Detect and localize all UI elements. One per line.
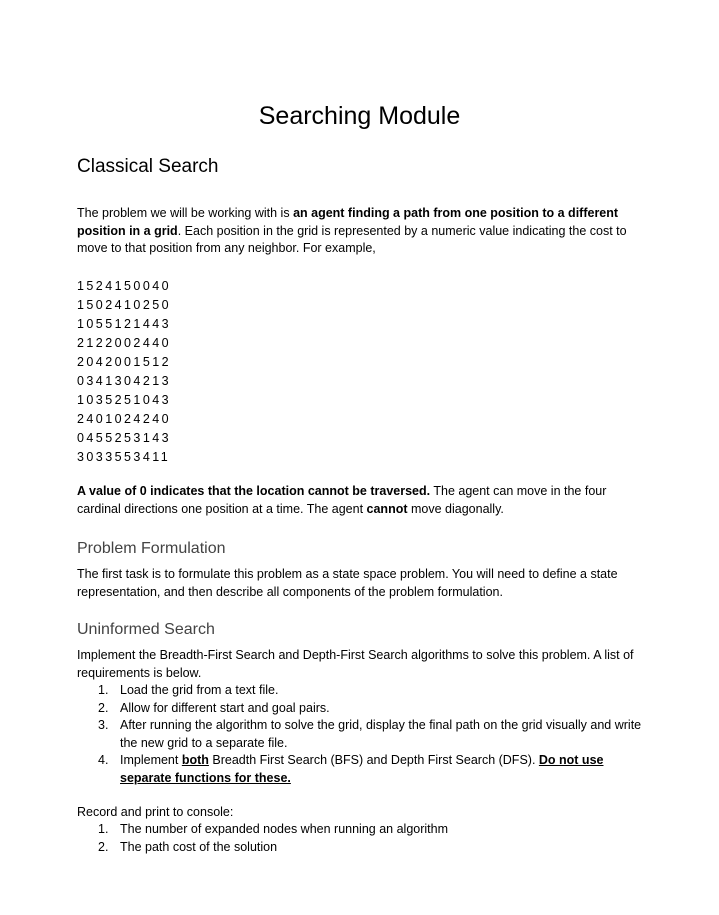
problem-formulation-paragraph: The first task is to formulate this problem as a state space problem. You will need to define a state representation, and then describe all components of the problem formulation. [77,567,618,599]
rules-bold-text: A value of 0 indicates that the location cannot be traversed. [77,484,431,498]
grid-row: 1055121443 [77,317,172,331]
list-number: 4. [98,753,109,767]
rules-text-1: The agent can move in the four cardinal directions one position at a time. The agent [77,484,607,516]
section-heading-problem-formulation: Problem Formulation [77,540,226,557]
intro-text-1: The problem we will be working with is [77,206,294,220]
requirements-list [77,682,647,787]
document-title: Searching Module [258,102,461,130]
section-heading-uninformed-search: Uninformed Search [77,621,215,638]
req4-underlined-both: both [181,753,209,767]
req4-text-1: Implement [120,753,182,767]
list-item [77,682,647,700]
grid-row: 2401024240 [77,412,172,426]
list-number: 2. [98,700,109,715]
list-item [77,717,647,752]
grid-row: 1035251043 [77,393,172,407]
grid-row: 1524150040 [77,279,172,293]
list-item-text: The path cost of the solution [120,839,278,854]
list-item-text: After running the algorithm to solve the grid, display the final path on the grid visually and write the new grid to a separate file. [120,718,642,750]
rules-bold-cannot: cannot [366,501,408,516]
list-number: 2. [98,839,109,854]
intro-bold-text: an agent finding a path from one position to a different position in a grid [77,206,619,238]
req4-text-2: Breadth First Search (BFS) and Depth First Search (DFS). [208,753,539,767]
intro-paragraph [77,205,647,258]
record-intro: Record and print to console: [77,805,234,819]
grid-row: 3033553411 [77,450,171,464]
grid-row: 0455253143 [77,431,172,445]
rules-text-2: move diagonally. [407,501,504,516]
example-grid [77,277,171,467]
req4-warning: Do not use separate functions for these. [120,753,604,785]
rules-paragraph [77,483,647,518]
list-item-text: Allow for different start and goal pairs. [120,700,330,715]
uninformed-search-intro: Implement the Breadth-First Search and Depth-First Search algorithms to solve this problem. A list of requirements is below. [77,648,634,680]
record-list [77,821,647,856]
grid-row: 2042001512 [77,355,172,369]
list-item [77,821,647,839]
grid-row: 0341304213 [77,374,172,388]
list-number: 1. [98,683,109,697]
grid-row: 2122002440 [77,336,172,350]
grid-row: 1502410250 [77,298,172,312]
list-item-text: Load the grid from a text file. [120,683,279,697]
list-item [77,839,647,857]
section-heading-classical-search: Classical Search [77,156,219,177]
list-number: 1. [98,822,109,836]
list-item [77,752,647,787]
list-item [77,700,647,718]
list-item-text: The number of expanded nodes when running an algorithm [120,822,448,836]
intro-text-2: . Each position in the grid is represented by a numeric value indicating the cost to move to that position from any neighbor. For example, [77,223,627,255]
list-number: 3. [98,718,109,732]
